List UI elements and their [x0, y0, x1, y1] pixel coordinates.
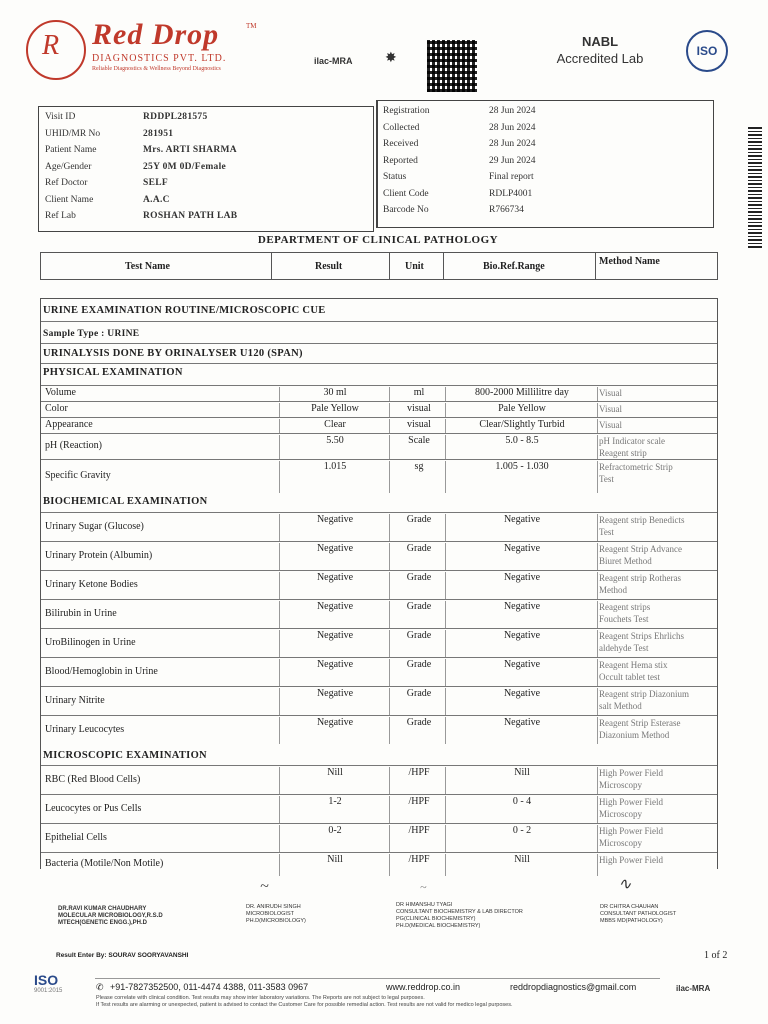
- department-title: DEPARTMENT OF CLINICAL PATHOLOGY: [257, 234, 499, 246]
- test-name: Urinary Sugar (Glucose): [45, 520, 144, 532]
- info-row: [377, 139, 713, 153]
- result-value: Negative: [316, 630, 354, 641]
- reference-range: Nill: [514, 854, 530, 865]
- footer-web[interactable]: www.reddrop.co.in: [386, 982, 461, 992]
- result-value: Negative: [316, 543, 354, 554]
- reference-range: 1.005 - 1.030: [495, 461, 549, 472]
- info-value: A.A.C: [143, 194, 170, 205]
- method: [599, 630, 715, 654]
- info-row: [39, 195, 373, 209]
- signature-icon: ∿: [618, 876, 632, 893]
- unit: ml: [413, 387, 425, 398]
- info-label: Barcode No: [383, 205, 429, 215]
- entered-by: Result Enter By: SOURAV SOORYAVANSHI: [56, 952, 189, 959]
- table-row: [41, 435, 717, 459]
- test-name: Color: [45, 403, 68, 414]
- reference-range: Negative: [503, 630, 541, 641]
- result-value: Negative: [316, 514, 354, 525]
- table-row: [41, 514, 717, 541]
- method: [599, 688, 715, 712]
- table-row: [41, 767, 717, 794]
- method: [599, 601, 715, 625]
- iso-logo: ISO: [686, 30, 728, 72]
- info-label: Ref Doctor: [45, 178, 88, 188]
- reference-range: Negative: [503, 717, 541, 728]
- report-info-box: [376, 100, 714, 228]
- result-value: Nill: [327, 854, 343, 865]
- table-row: [41, 403, 717, 417]
- ilac-logo: ilac-MRA: [314, 56, 353, 66]
- reference-range: Negative: [503, 601, 541, 612]
- header-unit: Unit: [405, 261, 424, 272]
- info-value: 28 Jun 2024: [489, 122, 536, 133]
- test-name: Appearance: [45, 419, 93, 430]
- signature-icon: ~: [420, 880, 427, 894]
- brand-name: Red Drop: [92, 18, 220, 51]
- info-value: 25Y 0M 0D/Female: [143, 161, 227, 172]
- result-value: 0-2: [328, 825, 342, 836]
- method-line: Method: [599, 585, 627, 595]
- header-result: Result: [315, 261, 343, 272]
- table-row: [41, 630, 717, 657]
- unit: /HPF: [408, 767, 430, 778]
- method: [599, 572, 715, 596]
- table-row: [41, 572, 717, 599]
- method-line: Refractometric Strip: [599, 462, 673, 472]
- footer-email[interactable]: reddropdiagnostics@gmail.com: [510, 982, 637, 992]
- info-value: R766734: [489, 205, 524, 215]
- unit: Scale: [408, 435, 430, 446]
- reference-range: Negative: [503, 572, 541, 583]
- method-line: Reagent Strip Advance: [599, 544, 682, 554]
- info-label: Collected: [383, 122, 420, 133]
- test-name: Blood/Hemoglobin in Urine: [45, 665, 158, 677]
- method-line: Microscopy: [599, 780, 642, 790]
- method-line: Test: [599, 527, 614, 537]
- header-test-name: Test Name: [125, 261, 170, 272]
- info-value: SELF: [143, 178, 168, 188]
- unit: Grade: [406, 688, 432, 699]
- urinalysis-label: URINALYSIS DONE BY ORINALYSER U120 (SPAN): [43, 348, 303, 359]
- method-line: Reagent Strip Esterase: [599, 718, 681, 728]
- signatory-4: DR CHITRA CHAUHAN CONSULTANT PATHOLOGIST MBBS MD(PATHOLOGY): [600, 904, 677, 924]
- test-name: RBC (Red Blood Cells): [45, 773, 141, 785]
- method: [599, 659, 715, 683]
- reference-range: Negative: [503, 688, 541, 699]
- brand-sub: DIAGNOSTICS PVT. LTD.: [92, 53, 227, 64]
- info-row: [377, 106, 713, 120]
- info-value: 28 Jun 2024: [489, 139, 536, 149]
- method: [599, 461, 715, 485]
- footer-iso-logo: ISO 9001:2015: [34, 972, 63, 994]
- method-line: Visual: [599, 404, 622, 414]
- table-row: [41, 659, 717, 686]
- unit: /HPF: [408, 796, 430, 807]
- test-name: pH (Reaction): [45, 440, 102, 451]
- unit: Grade: [406, 659, 432, 670]
- result-value: Negative: [316, 717, 354, 728]
- method-line: Reagent Strips Ehrlichs: [599, 631, 684, 641]
- method-line: High Power Field: [599, 768, 663, 778]
- accreditation-seal-icon: ✸: [385, 51, 397, 66]
- test-title: URINE EXAMINATION ROUTINE/MICROSCOPIC CUE: [43, 305, 326, 316]
- result-value: Pale Yellow: [311, 403, 359, 414]
- reference-range: Negative: [503, 543, 541, 554]
- method-line: Reagent strip Benedicts: [599, 515, 685, 525]
- brand-logo-icon: R: [26, 20, 86, 80]
- result-value: 5.50: [326, 435, 344, 446]
- result-value: Negative: [316, 688, 354, 699]
- info-row: [377, 205, 713, 219]
- biochemical-title: BIOCHEMICAL EXAMINATION: [43, 496, 208, 507]
- table-row: [41, 717, 717, 744]
- reference-range: 5.0 - 8.5: [505, 435, 539, 446]
- result-value: Nill: [327, 767, 343, 778]
- unit: Grade: [406, 630, 432, 641]
- method-line: Visual: [599, 388, 622, 398]
- table-row: [41, 796, 717, 823]
- table-row: [41, 854, 717, 876]
- unit: Grade: [406, 717, 432, 728]
- test-name: Urinary Ketone Bodies: [45, 578, 138, 590]
- header-range: Bio.Ref.Range: [483, 261, 545, 272]
- reference-range: Negative: [503, 514, 541, 525]
- method-line: High Power Field: [599, 855, 663, 865]
- footer-phones: +91-7827352500, 011-4474 4388, 011-3583 0967: [110, 982, 309, 992]
- method: [599, 767, 715, 791]
- method-line: Visual: [599, 420, 622, 430]
- method-line: High Power Field: [599, 797, 663, 807]
- method-line: Reagent strip Diazonium: [599, 689, 689, 699]
- method-line: Fouchets Test: [599, 614, 649, 624]
- table-header: [40, 252, 718, 280]
- method-line: Reagent Hema stix: [599, 660, 668, 670]
- results-table: [40, 298, 718, 869]
- unit: visual: [407, 419, 431, 430]
- unit: /HPF: [408, 854, 430, 865]
- table-row: [41, 543, 717, 570]
- footer-note: Please correlate with clinical condition. Test results may show inter laboratory variations. The Reports are not subject to legal purposes. If Test results are alarming or unexpected, patient is advised to contact the Customer Care for possible remedial action. Test results are not valid for medico legal purposes.: [96, 995, 513, 1008]
- result-value: Negative: [316, 572, 354, 583]
- info-label: Patient Name: [45, 145, 97, 155]
- table-row: [41, 387, 717, 401]
- method: [599, 403, 715, 415]
- info-label: Client Code: [383, 188, 429, 199]
- method: [599, 825, 715, 849]
- table-row: [41, 461, 717, 493]
- info-row: [39, 211, 373, 225]
- method: [599, 419, 715, 431]
- barcode-icon: [748, 126, 762, 248]
- info-label: Visit ID: [45, 112, 76, 122]
- signature-icon: ~: [260, 878, 269, 895]
- page-number: 1 of 2: [704, 950, 728, 961]
- result-value: Negative: [316, 659, 354, 670]
- info-row: [377, 172, 713, 186]
- info-value: 281951: [143, 128, 174, 139]
- test-name: Urinary Protein (Albumin): [45, 549, 153, 561]
- info-label: Age/Gender: [45, 161, 92, 172]
- method-line: salt Method: [599, 701, 642, 711]
- test-name: Epithelial Cells: [45, 831, 107, 843]
- unit: sg: [414, 461, 424, 472]
- info-row: [377, 156, 713, 170]
- reference-range: Nill: [514, 767, 530, 778]
- info-label: Status: [383, 172, 407, 182]
- reference-range: Clear/Slightly Turbid: [479, 419, 565, 430]
- result-value: Clear: [324, 419, 346, 430]
- method-line: Test: [599, 474, 614, 484]
- info-label: Received: [383, 139, 419, 149]
- info-value: Mrs. ARTI SHARMA: [143, 145, 237, 155]
- test-name: Bilirubin in Urine: [45, 607, 117, 619]
- info-label: Client Name: [45, 194, 94, 205]
- info-label: Registration: [383, 106, 430, 116]
- sample-type: Sample Type : URINE: [43, 329, 140, 339]
- method: [599, 854, 715, 866]
- method-line: pH Indicator scale: [599, 436, 665, 446]
- table-row: [41, 419, 717, 433]
- physical-title: PHYSICAL EXAMINATION: [43, 367, 183, 378]
- qr-code-icon: [427, 40, 477, 92]
- info-value: 28 Jun 2024: [489, 106, 536, 116]
- info-label: Ref Lab: [45, 211, 76, 221]
- method-line: Biuret Method: [599, 556, 652, 566]
- info-label: Reported: [383, 155, 418, 166]
- trademark: TM: [246, 22, 257, 30]
- info-row: [377, 123, 713, 137]
- reference-range: Negative: [503, 659, 541, 670]
- info-value: 29 Jun 2024: [489, 155, 536, 166]
- method-line: Occult tablet test: [599, 672, 660, 682]
- reference-range: 0 - 4: [512, 796, 532, 807]
- method: [599, 387, 715, 399]
- info-value: ROSHAN PATH LAB: [143, 211, 238, 221]
- unit: visual: [407, 403, 431, 414]
- unit: Grade: [406, 601, 432, 612]
- method-line: High Power Field: [599, 826, 663, 836]
- method-line: Reagent strips: [599, 602, 651, 612]
- method-line: Microscopy: [599, 809, 642, 819]
- phone-icon: ✆: [96, 982, 104, 992]
- reference-range: 800-2000 Millilitre day: [475, 387, 569, 398]
- method: [599, 717, 715, 741]
- signatory-3: DR HIMANSHU TYAGI CONSULTANT BIOCHEMISTRY & LAB DIRECTOR PG(CLINICAL BIOCHEMISTRY) PH.D(MEDICAL BIOCHEMISTRY): [396, 902, 523, 929]
- test-name: Urinary Nitrite: [45, 694, 105, 706]
- header-method: Method Name: [599, 256, 660, 267]
- test-name: Urinary Leucocytes: [45, 723, 125, 735]
- result-value: Negative: [316, 601, 354, 612]
- result-value: 30 ml: [323, 387, 347, 398]
- method-line: Reagent strip Rotheras: [599, 573, 681, 583]
- info-label: UHID/MR No: [45, 128, 101, 139]
- method: [599, 543, 715, 567]
- info-row: [39, 162, 373, 176]
- test-name: Leucocytes or Pus Cells: [45, 802, 142, 814]
- test-name: Specific Gravity: [45, 470, 111, 481]
- reference-range: 0 - 2: [512, 825, 532, 836]
- info-value: RDDPL281575: [143, 112, 208, 122]
- info-value: RDLP4001: [489, 188, 533, 199]
- nabl-title: NABL: [581, 34, 619, 49]
- unit: Grade: [406, 572, 432, 583]
- patient-info-box: [38, 106, 374, 232]
- signatory-2: DR. ANIRUDH SINGH MICROBIOLOGIST PH.D(MICROBIOLOGY): [246, 904, 306, 924]
- info-row: [39, 178, 373, 192]
- brand-tagline: Reliable Diagnostics & Wellness Beyond Diagnostics: [92, 66, 221, 72]
- table-row: [41, 688, 717, 715]
- method-line: Reagent strip: [599, 448, 647, 458]
- table-row: [41, 825, 717, 852]
- signatory-1: DR.RAVI KUMAR CHAUDHARY MOLECULAR MICROBIOLOGY,R.S.D MTECH(GENETIC ENGG.),PH.D: [58, 906, 163, 926]
- info-row: [39, 129, 373, 143]
- nabl-badge: [550, 34, 650, 66]
- result-value: 1.015: [323, 461, 347, 472]
- table-row: [41, 601, 717, 628]
- method: [599, 514, 715, 538]
- method-line: Diazonium Method: [599, 730, 670, 740]
- nabl-sub: Accredited Lab: [556, 51, 644, 66]
- test-name: UroBilinogen in Urine: [45, 636, 136, 648]
- test-name: Bacteria (Motile/Non Motile): [45, 858, 164, 869]
- method: [599, 796, 715, 820]
- info-value: Final report: [489, 172, 534, 182]
- reference-range: Pale Yellow: [498, 403, 546, 414]
- unit: Grade: [406, 543, 432, 554]
- info-row: [39, 145, 373, 159]
- footer-ilac-logo: ilac-MRA: [676, 984, 711, 993]
- method-line: Microscopy: [599, 838, 642, 848]
- method: [599, 435, 715, 459]
- microscopic-title: MICROSCOPIC EXAMINATION: [43, 750, 207, 761]
- test-name: Volume: [45, 387, 76, 398]
- unit: /HPF: [408, 825, 430, 836]
- unit: Grade: [406, 514, 432, 525]
- info-row: [377, 189, 713, 203]
- method-line: aldehyde Test: [599, 643, 649, 653]
- info-row: [39, 112, 373, 126]
- result-value: 1-2: [328, 796, 342, 807]
